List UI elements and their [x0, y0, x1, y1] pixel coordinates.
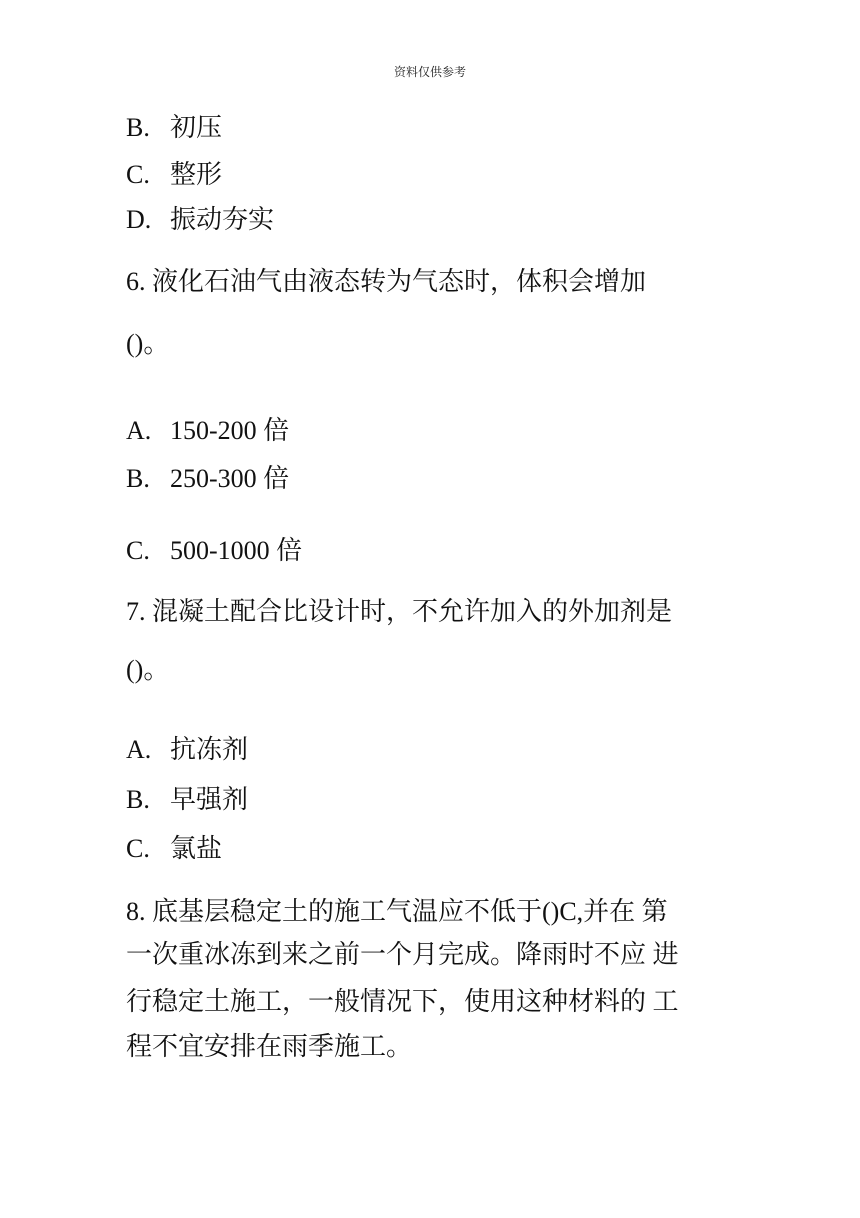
question-6-line-2: ()。: [126, 329, 170, 358]
option-text: 500-1000 倍: [170, 536, 303, 565]
option-text: 150-200 倍: [170, 416, 290, 445]
q6-option-a: [126, 416, 289, 446]
option-text: 振动夯实: [170, 205, 275, 234]
q7-option-b: [126, 785, 248, 815]
option-label: C.: [126, 160, 150, 189]
option-text: 氯盐: [170, 834, 223, 863]
question-8-line-1: 8. 底基层稳定土的施工气温应不低于()C,并在 第: [126, 897, 668, 926]
question-8-line-2: 一次重冰冻到来之前一个月完成。降雨时不应 进: [126, 940, 679, 969]
question-6-line-1: 6. 液化石油气由液态转为气态时，体积会增加: [126, 267, 647, 296]
page-header: 资料仅供参考: [393, 65, 466, 79]
option-c: [126, 160, 222, 190]
option-label: B.: [126, 113, 150, 142]
q7-option-c: [126, 834, 222, 864]
option-text: 250-300 倍: [170, 464, 290, 493]
option-label: D.: [126, 205, 152, 234]
option-label: C.: [126, 834, 150, 863]
option-label: B.: [126, 785, 150, 814]
q6-option-b: [126, 464, 289, 494]
option-d: [126, 205, 274, 235]
option-label: C.: [126, 536, 150, 565]
option-label: A.: [126, 735, 152, 764]
question-8-line-3: 行稳定土施工，一般情况下，使用这种材料的 工: [126, 987, 679, 1016]
option-text: 初压: [170, 113, 223, 142]
option-b: [126, 113, 222, 143]
question-7-line-2: ()。: [126, 655, 170, 684]
option-text: 早强剂: [170, 785, 249, 814]
question-7-line-1: 7. 混凝土配合比设计时，不允许加入的外加剂是: [126, 597, 673, 626]
question-8-line-4: 程不宜安排在雨季施工。: [126, 1032, 413, 1061]
option-label: A.: [126, 416, 152, 445]
option-text: 整形: [170, 160, 223, 189]
option-label: B.: [126, 464, 150, 493]
option-text: 抗冻剂: [170, 735, 249, 764]
q7-option-a: [126, 735, 248, 765]
q6-option-c: [126, 536, 302, 566]
